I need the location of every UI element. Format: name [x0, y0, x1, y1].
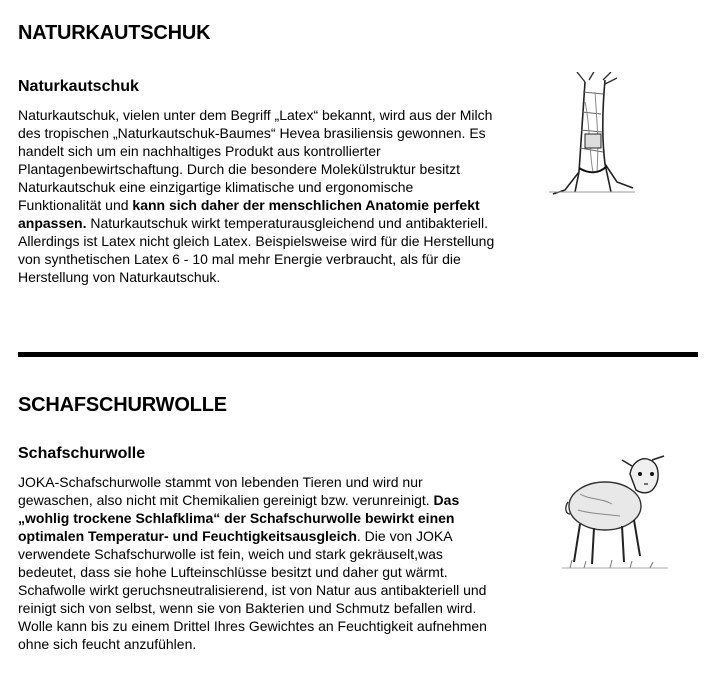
section-title-naturkautschuk: NATURKAUTSCHUK [18, 22, 211, 44]
section1-run: kann sich daher der menschlichen Anatomie perfekt anpassen. [18, 197, 480, 231]
paragraph-schafschurwolle [18, 473, 496, 653]
section-subtitle-schafschurwolle: Schafschurwolle [18, 445, 146, 462]
section2-run: JOKA-Schafschurwolle stammt von lebenden Tieren und wird nur gewaschen, also nicht mit Chemikalien gereinigt bzw. verunreinigt. [18, 474, 434, 508]
section-subtitle-naturkautschuk: Naturkautschuk [18, 78, 139, 95]
section2-run: Das „wohlig trockene Schlafklima“ der Schafschurwolle bewirkt einen optimalen Temperatur- und Feuchtigkeitsausgleich [18, 492, 460, 544]
section2-run: . Die von JOKA verwendete Schafschurwolle ist fein, weich und stark gekräuselt,was bedeutet, dass sie hohe Lufteinschlüsse besitzt und daher gut wärmt. Schafwolle wirkt geruchsneutralisierend, ist von Natur aus antibakteriell und reinigt sich von selbst, wenn sie von Bakterien und Schmutz befallen wird. Wolle kann bis zu einem Drittel Ihres Gewichtes an Feuchtigkeit aufnehmen ohne sich feucht anzufühlen. [18, 528, 487, 652]
section-title-schafschurwolle: SCHAFSCHURWOLLE [18, 394, 227, 416]
paragraph-naturkautschuk [18, 106, 496, 286]
section1-run: Naturkautschuk wirkt temperaturausgleichend und antibakteriell. Allerdings ist Latex nicht gleich Latex. Beispielsweise wird für die Herstellung von synthetischen Latex 6 - 10 mal mehr Energie verbraucht, als für die Herstellung von Naturkautschuk. [18, 215, 495, 285]
lamb-illustration [560, 444, 670, 584]
section1-run: Naturkautschuk, vielen unter dem Begriff „Latex“ bekannt, wird aus der Milch des tropischen „Naturkautschuk-Baumes“ Hevea brasiliensis gewonnen. Es handelt sich um ein nachhaltiges Produkt aus kontrollierter Plantagenbewirtschaftung. Durch die besondere Molekülstruktur besitzt Naturkautschuk eine einzigartige klimatische und ergonomische Funktionalität und [18, 107, 493, 213]
section-divider [18, 352, 698, 357]
rubber-tree-illustration [545, 72, 640, 202]
